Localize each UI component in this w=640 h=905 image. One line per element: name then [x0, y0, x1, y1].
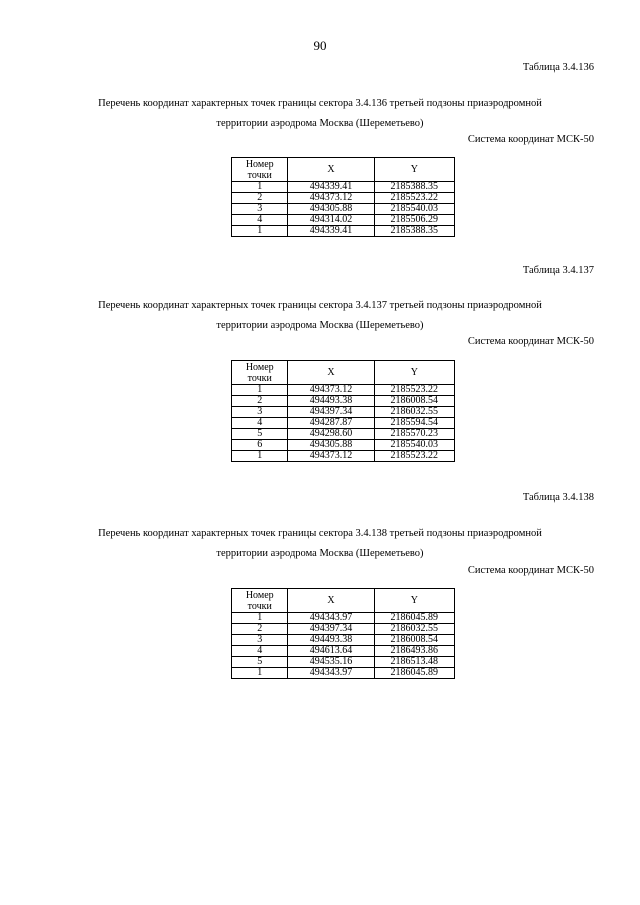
cell-x: 494493.38 — [288, 396, 374, 407]
coordinates-table — [231, 157, 455, 237]
cell-y: 2185388.35 — [374, 182, 454, 193]
table-title-line-2: территории аэродрома Москва (Шереметьево) — [216, 118, 424, 129]
table-header-row — [232, 158, 455, 182]
cell-y: 2185594.54 — [374, 418, 454, 429]
header-y: Y — [374, 361, 454, 385]
cell-point: 5 — [232, 429, 288, 440]
cell-y: 2185388.35 — [374, 226, 454, 237]
cell-point: 2 — [232, 624, 288, 635]
table-title-line-2: территории аэродрома Москва (Шереметьево) — [216, 320, 424, 331]
cell-y: 2185523.22 — [374, 385, 454, 396]
cell-x: 494287.87 — [288, 418, 374, 429]
table-row — [232, 226, 455, 237]
coordinates-table — [231, 360, 455, 462]
table-label: Таблица 3.4.138 — [522, 492, 594, 503]
table-header-row — [232, 589, 455, 613]
cell-point: 1 — [232, 613, 288, 624]
table-row — [232, 451, 455, 462]
cell-y: 2185523.22 — [374, 451, 454, 462]
coordinate-system-label: Система координат МСК-50 — [467, 565, 594, 576]
coordinates-table — [231, 588, 455, 679]
header-x: X — [288, 589, 374, 613]
cell-x: 494305.88 — [288, 440, 374, 451]
cell-x: 494305.88 — [288, 204, 374, 215]
cell-y: 2186045.89 — [374, 613, 454, 624]
cell-y: 2185540.03 — [374, 440, 454, 451]
cell-point: 3 — [232, 407, 288, 418]
table-row — [232, 385, 455, 396]
table-row — [232, 204, 455, 215]
cell-point: 1 — [232, 182, 288, 193]
table-row — [232, 215, 455, 226]
cell-point: 6 — [232, 440, 288, 451]
cell-x: 494339.41 — [288, 182, 374, 193]
cell-x: 494397.34 — [288, 407, 374, 418]
cell-x: 494343.97 — [288, 613, 374, 624]
table-title-line-1: Перечень координат характерных точек границы сектора 3.4.136 третьей подзоны приаэродромной — [98, 98, 542, 109]
cell-point: 1 — [232, 668, 288, 679]
cell-x: 494298.60 — [288, 429, 374, 440]
cell-point: 2 — [232, 193, 288, 204]
table-title-line-1: Перечень координат характерных точек границы сектора 3.4.138 третьей подзоны приаэродромной — [98, 528, 542, 539]
cell-x: 494373.12 — [288, 451, 374, 462]
cell-x: 494339.41 — [288, 226, 374, 237]
cell-y: 2186513.48 — [374, 657, 454, 668]
header-point-number: Номер точки — [232, 361, 288, 385]
table-header-row — [232, 361, 455, 385]
header-y: Y — [374, 158, 454, 182]
cell-y: 2186045.89 — [374, 668, 454, 679]
table-title-line-2: территории аэродрома Москва (Шереметьево) — [216, 548, 424, 559]
cell-point: 3 — [232, 204, 288, 215]
cell-x: 494373.12 — [288, 385, 374, 396]
cell-point: 1 — [232, 226, 288, 237]
cell-y: 2186032.55 — [374, 624, 454, 635]
cell-y: 2186008.54 — [374, 635, 454, 646]
table-row — [232, 646, 455, 657]
cell-y: 2186032.55 — [374, 407, 454, 418]
cell-point: 1 — [232, 451, 288, 462]
cell-y: 2186008.54 — [374, 396, 454, 407]
cell-point: 2 — [232, 396, 288, 407]
cell-x: 494343.97 — [288, 668, 374, 679]
table-row — [232, 182, 455, 193]
cell-point: 4 — [232, 215, 288, 226]
cell-y: 2185540.03 — [374, 204, 454, 215]
table-row — [232, 440, 455, 451]
cell-x: 494397.34 — [288, 624, 374, 635]
cell-point: 3 — [232, 635, 288, 646]
cell-y: 2185523.22 — [374, 193, 454, 204]
table-label: Таблица 3.4.137 — [522, 265, 594, 276]
cell-y: 2185506.29 — [374, 215, 454, 226]
table-row — [232, 613, 455, 624]
cell-y: 2185570.23 — [374, 429, 454, 440]
coordinate-system-label: Система координат МСК-50 — [467, 134, 594, 145]
cell-x: 494314.02 — [288, 215, 374, 226]
table-row — [232, 635, 455, 646]
table-row — [232, 657, 455, 668]
header-x: X — [288, 361, 374, 385]
page-number: 90 — [313, 38, 327, 53]
cell-y: 2186493.86 — [374, 646, 454, 657]
header-x: X — [288, 158, 374, 182]
coordinate-system-label: Система координат МСК-50 — [467, 336, 594, 347]
cell-x: 494613.64 — [288, 646, 374, 657]
table-row — [232, 418, 455, 429]
header-y: Y — [374, 589, 454, 613]
header-point-number: Номер точки — [232, 589, 288, 613]
cell-x: 494373.12 — [288, 193, 374, 204]
table-row — [232, 429, 455, 440]
cell-x: 494535.16 — [288, 657, 374, 668]
table-row — [232, 193, 455, 204]
table-label: Таблица 3.4.136 — [522, 62, 594, 73]
table-title-line-1: Перечень координат характерных точек границы сектора 3.4.137 третьей подзоны приаэродромной — [98, 300, 542, 311]
table-row — [232, 407, 455, 418]
cell-point: 1 — [232, 385, 288, 396]
cell-point: 4 — [232, 646, 288, 657]
cell-point: 5 — [232, 657, 288, 668]
cell-point: 4 — [232, 418, 288, 429]
table-row — [232, 624, 455, 635]
table-row — [232, 668, 455, 679]
table-row — [232, 396, 455, 407]
header-point-number: Номер точки — [232, 158, 288, 182]
cell-x: 494493.38 — [288, 635, 374, 646]
